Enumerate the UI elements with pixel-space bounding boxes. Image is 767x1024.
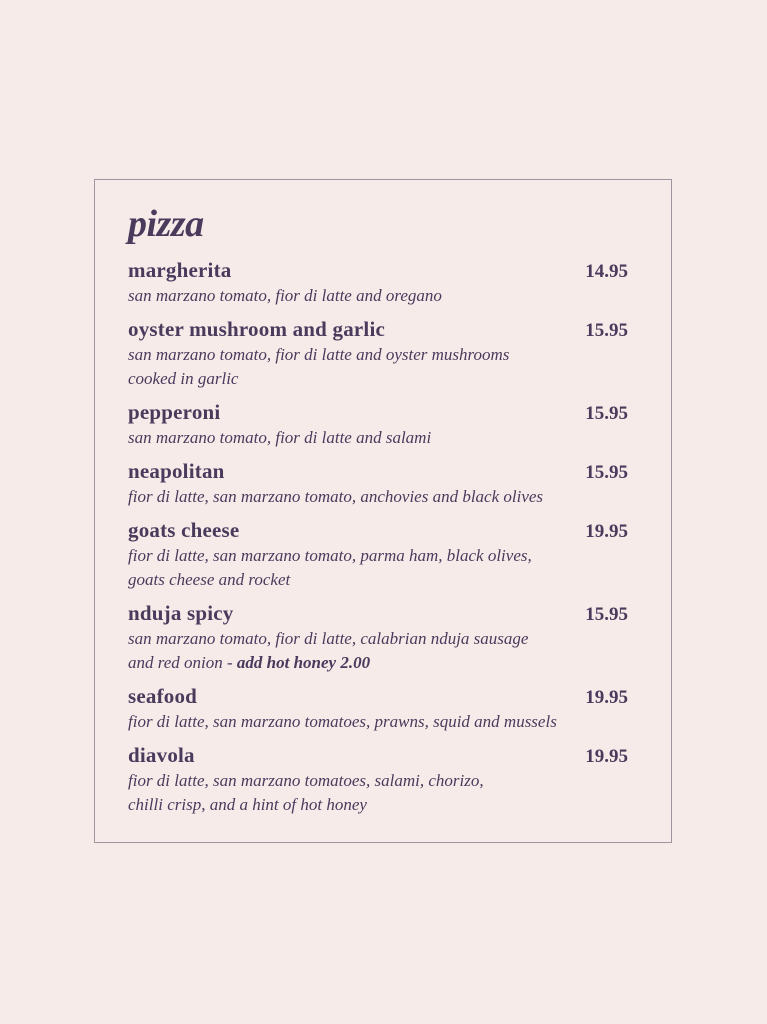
menu-item [128,518,628,592]
item-price: 19.95 [585,746,628,767]
item-name: goats cheese [128,518,240,542]
item-description [128,485,628,509]
menu-item [128,258,628,308]
item-description-line: san marzano tomato, fior di latte and oyster mushrooms [128,345,510,364]
item-description-line: cooked in garlic [128,369,239,388]
menu-item [128,317,628,391]
item-description [128,343,628,391]
item-price: 19.95 [585,687,628,708]
item-name: diavola [128,743,195,767]
item-name: pepperoni [128,400,221,424]
item-description [128,426,628,450]
item-description-line [128,651,628,675]
item-description [128,769,628,817]
menu-item [128,400,628,450]
item-name: margherita [128,258,232,282]
item-description-text: and red onion - [128,653,237,672]
item-description-line: goats cheese and rocket [128,570,291,589]
item-description-line: fior di latte, san marzano tomatoes, prawns, squid and mussels [128,712,557,731]
item-description-line: fior di latte, san marzano tomato, anchovies and black olives [128,487,544,506]
item-description-line: fior di latte, san marzano tomatoes, salami, chorizo, [128,771,484,790]
item-price: 15.95 [585,320,628,341]
item-description-line: fior di latte, san marzano tomato, parma ham, black olives, [128,546,532,565]
item-price: 15.95 [585,604,628,625]
menu-title: pizza [128,203,204,245]
item-description-line: san marzano tomato, fior di latte and salami [128,428,432,447]
addon-text: add hot honey 2.00 [236,653,371,672]
item-description [128,627,628,675]
menu-item [128,459,628,509]
item-description-line: san marzano tomato, fior di latte, calabrian nduja sausage [128,629,529,648]
item-description [128,544,628,592]
item-price: 19.95 [585,521,628,542]
item-name: oyster mushroom and garlic [128,317,386,341]
item-name: nduja spicy [128,601,234,625]
item-name: neapolitan [128,459,225,483]
item-description-line: san marzano tomato, fior di latte and oregano [128,286,442,305]
item-name: seafood [128,684,198,708]
menu-item [128,743,628,817]
menu-list [128,258,628,826]
item-price: 15.95 [585,462,628,483]
item-price: 15.95 [585,403,628,424]
menu-card [94,179,672,843]
item-description-line: chilli crisp, and a hint of hot honey [128,795,367,814]
item-description [128,284,628,308]
item-price: 14.95 [585,261,628,282]
menu-item [128,601,628,675]
item-description [128,710,628,734]
menu-item [128,684,628,734]
